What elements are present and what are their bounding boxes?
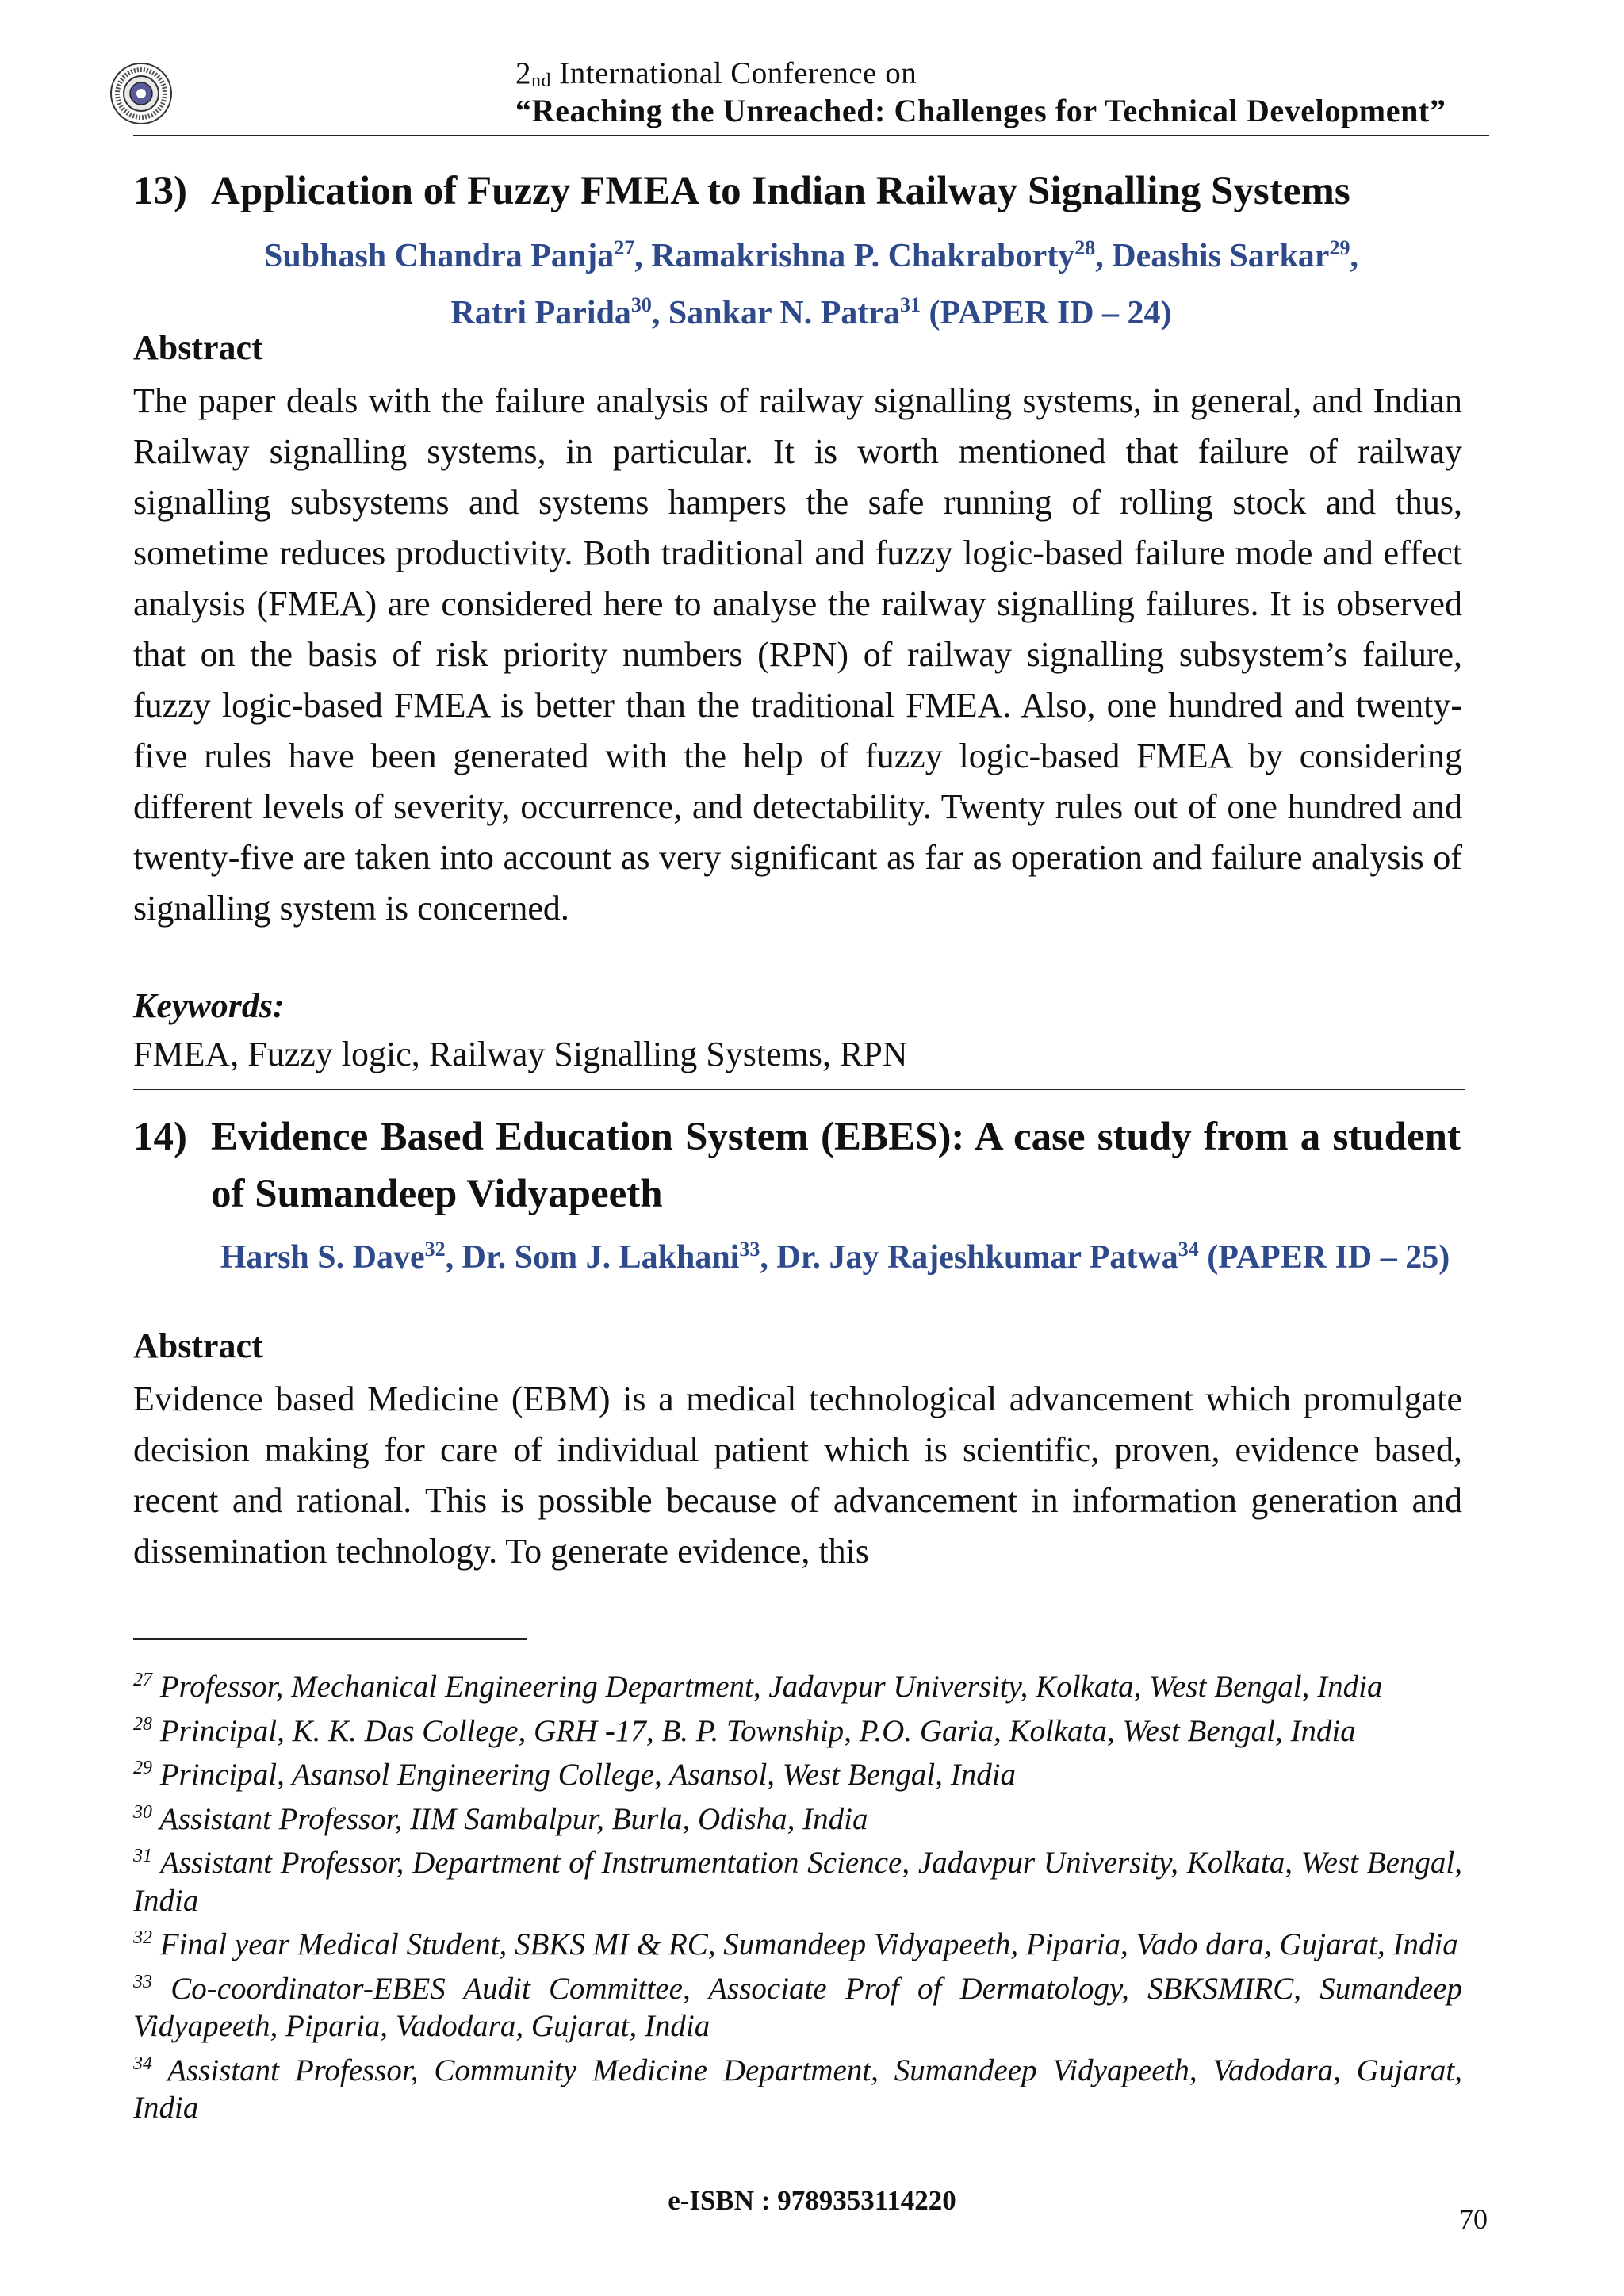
paper-13-authors: Subhash Chandra Panja$^{27}$, Ramakrishna P. Chakraborty$^{28}$, Deashis Sarkar$^{29}$, Ratri Parida$^{30}$, Sankar N. Patra$^{31}$ (PAPER ID – 24) [264, 236, 1358, 331]
paper-13-abstract: The paper deals with the failure analysis of railway signalling systems, in general, and Indian Railway signalling systems, in particular. It is worth mentioned that failure of railway signalling subsystems and systems hampers the safe running of rolling stock and thus, sometime reduces productivity. Both traditional and fuzzy logic-based failure mode and effect analysis (FMEA) are considered here to analyse the railway signalling failures. It is observed that on the basis of risk priority numbers (RPN) of railway signalling subsystem’s failure, fuzzy logic-based FMEA is better than the traditional FMEA. Also, one hundred and twenty-five rules have been generated with the help of fuzzy logic-based FMEA by considering different levels of severity, occurrence, and detectability. Twenty rules out of one hundred and twenty-five are taken into account as very significant as far as operation and failure analysis of signalling system is concerned. [133, 381, 1462, 928]
paper-13-title: Application of Fuzzy FMEA to Indian Railway Signalling Systems [211, 169, 1350, 213]
paper-14-abstract: Evidence based Medicine (EBM) is a medical technological advancement which promulgate decision making for care of individual patient which is scientific, proven, evidence based, recent and rational. This is possible because of advancement in information generation and dissemination technology. To generate evidence, this [133, 1380, 1462, 1571]
footnote [133, 1794, 1462, 1839]
footnote-text: Principal, K. K. Das College, GRH -17, B. P. Township, P.O. Garia, Kolkata, West Bengal, India [159, 1713, 1356, 1748]
conference-title-line: $2_{nd}$ International Conference on [515, 56, 917, 91]
paper-14-number: 14) [133, 1115, 187, 1159]
keywords: FMEA, Fuzzy logic, Railway Signalling Systems, RPN [133, 1035, 908, 1073]
author-ref: 34 [1178, 1238, 1199, 1261]
footnote-ref: 27 [133, 1670, 152, 1690]
footnote-ref: 29 [133, 1758, 152, 1778]
author-name: Dr. Som J. Lakhani [462, 1239, 740, 1276]
author-name: Ramakrishna P. Chakraborty [651, 238, 1075, 274]
author-ref: 28 [1074, 236, 1096, 259]
conference-logo [109, 62, 173, 125]
footnote-text: Assistant Professor, Department of Instrumentation Science, Jadavpur University, Kolkata, West Bengal, India [133, 1846, 1462, 1918]
author-name: Ratri Parida [450, 295, 631, 331]
author-ref: 32 [424, 1238, 446, 1261]
author-name: Subhash Chandra Panja [264, 238, 615, 274]
footnote-ref: 34 [133, 2053, 152, 2074]
isbn: e-ISBN : 9789353114220 [668, 2185, 956, 2216]
footnote [133, 1919, 1462, 1964]
paper-id: (PAPER ID – 24) [929, 295, 1172, 331]
author-name: Deashis Sarkar [1112, 238, 1330, 274]
footnote-text: Co-coordinator-EBES Audit Committee, Associate Prof of Dermatology, SBKSMIRC, Sumandeep Vidyapeeth, Piparia, Vadodara, Gujarat, India [133, 1971, 1463, 2043]
paper-id: (PAPER ID – 25) [1207, 1239, 1450, 1276]
footnote-ref: 28 [133, 1713, 152, 1735]
author-name: Dr. Jay Rajeshkumar Patwa [776, 1239, 1178, 1276]
footnote [133, 1662, 1462, 1706]
abstract-label: Abstract [133, 1326, 263, 1365]
footnote-ref: 30 [133, 1801, 152, 1823]
conference-theme: “Reaching the Unreached: Challenges for Technical Development” [515, 93, 1446, 128]
author-name: Harsh S. Dave [220, 1239, 425, 1276]
author-ref: 33 [739, 1238, 760, 1261]
abstract-label: Abstract [133, 328, 263, 367]
paper-14-heading [133, 1108, 1462, 1223]
paper-13-number: 13) [133, 169, 187, 213]
section-divider [133, 1089, 1465, 1090]
paper-13-heading [133, 168, 1489, 214]
footnote [133, 1750, 1462, 1794]
footnotes [133, 1662, 1462, 2127]
footnote [133, 2045, 1462, 2127]
footnote-ref: 33 [133, 1971, 152, 1992]
author-name: Sankar N. Patra [668, 295, 900, 331]
footnote-text: Professor, Mechanical Engineering Department, Jadavpur University, Kolkata, West Bengal, India [159, 1670, 1383, 1704]
footnote-text: Principal, Asansol Engineering College, Asansol, West Bengal, India [159, 1758, 1017, 1792]
footnote-ref: 31 [133, 1846, 152, 1866]
header-divider [133, 135, 1489, 136]
paper-14-title: Evidence Based Education System (EBES): A case study from a student of Sumandeep Vidyapeeth [211, 1115, 1461, 1216]
keywords-label: Keywords: [133, 986, 285, 1025]
paper-14-authors: Harsh S. Dave$^{32}$, Dr. Som J. Lakhani$^{33}$, Dr. Jay Rajeshkumar Patwa$^{34}$ (PAPER ID – 25) [220, 1238, 1450, 1276]
footnote [133, 1706, 1462, 1751]
footnote-text: Final year Medical Student, SBKS MI & RC, Sumandeep Vidyapeeth, Piparia, Vado dara, Gujarat, India [159, 1927, 1458, 1961]
page-number: 70 [1459, 2203, 1488, 2235]
author-ref: 31 [900, 293, 921, 316]
footnote [133, 1964, 1462, 2045]
footnote-divider [133, 1638, 527, 1640]
author-ref: 30 [630, 293, 652, 316]
footnote-text: Assistant Professor, IIM Sambalpur, Burla, Odisha, India [159, 1801, 868, 1836]
footnote-text: Assistant Professor, Community Medicine Department, Sumandeep Vidyapeeth, Vadodara, Gujarat, India [133, 2053, 1463, 2125]
author-ref: 27 [614, 236, 635, 259]
footnote-ref: 32 [133, 1927, 152, 1948]
author-ref: 29 [1329, 236, 1350, 259]
footnote [133, 1838, 1462, 1919]
